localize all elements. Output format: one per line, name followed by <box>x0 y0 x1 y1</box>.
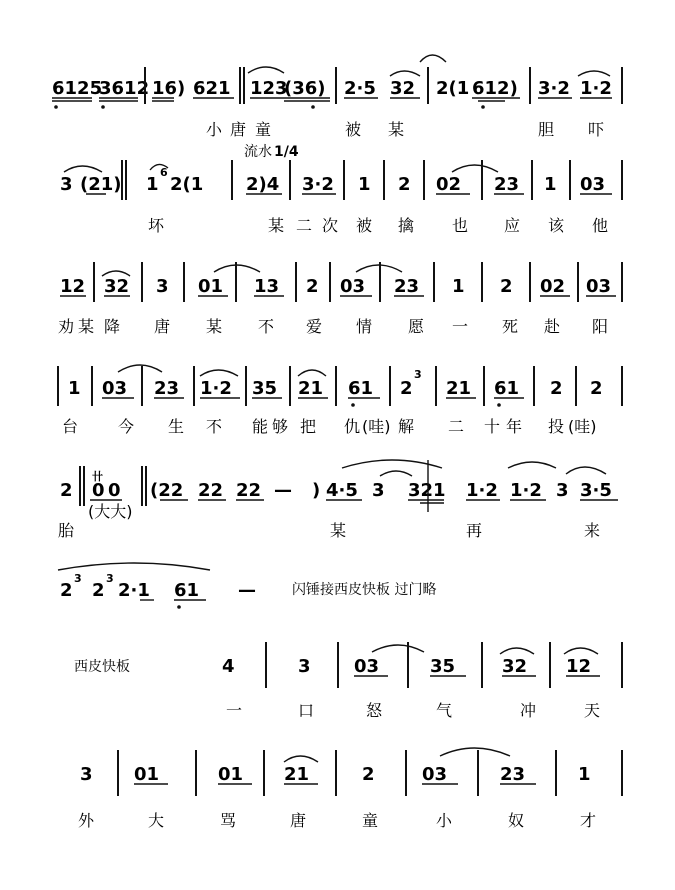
note-group: 1 <box>578 764 591 785</box>
lyric: 二 <box>296 216 313 235</box>
note-group: 32 <box>104 276 130 297</box>
lyric: 被 <box>345 120 362 139</box>
percussion-mark: 卄 <box>92 470 103 483</box>
note-group: 02 <box>540 276 566 297</box>
lyric: 唐 <box>154 317 171 336</box>
lyric: 坏 <box>148 216 165 235</box>
staff-row-2 <box>60 160 622 200</box>
lyric: 把 <box>300 417 317 436</box>
note-group: 1·2 <box>510 480 542 501</box>
lyric: 天 <box>584 701 601 720</box>
lyric: 口 <box>298 701 315 720</box>
lyrics-row-3 <box>58 317 608 336</box>
staff-row-5 <box>60 460 618 521</box>
note-group: 3 <box>80 764 93 785</box>
note-group: 02 <box>436 174 462 195</box>
lyric: 一 <box>226 701 243 720</box>
note-group: 23 <box>394 276 420 297</box>
lyric: 死 <box>502 317 519 336</box>
note-group: 3 <box>372 480 385 501</box>
lyric: 他 <box>592 216 609 235</box>
staff-row-1 <box>52 55 622 109</box>
note-group: 2 <box>550 378 563 399</box>
lyric: 能 <box>252 417 269 436</box>
lyric: 该 <box>548 216 565 235</box>
note-group: 35 <box>430 656 456 677</box>
note-group: (36) <box>284 78 326 99</box>
note-group: 1 <box>146 174 159 195</box>
note-group: ) <box>312 480 321 501</box>
lyric: 十 <box>484 417 501 436</box>
lyric: 怒 <box>366 701 383 720</box>
note-group: 61 <box>494 378 520 399</box>
lyric: 一 <box>452 317 469 336</box>
note-group: 621 <box>193 78 231 99</box>
lyric: (哇) <box>568 417 597 436</box>
lyric: 阳 <box>592 317 609 336</box>
grace-note: 3 <box>414 368 422 381</box>
lyric: 生 <box>168 417 185 436</box>
staff-row-7 <box>74 642 622 688</box>
lyric: 大 <box>148 811 165 830</box>
note-group: 1 <box>452 276 465 297</box>
note-group: 03 <box>422 764 448 785</box>
note-group: 1 <box>68 378 81 399</box>
lyric: 够 <box>272 417 289 436</box>
note-group: 32 <box>390 78 416 99</box>
note-group: 123 <box>250 78 288 99</box>
note-group: 3 <box>556 480 569 501</box>
staff-row-6 <box>58 563 436 609</box>
note-group: 03 <box>580 174 606 195</box>
meter-mark: 1/4 <box>274 144 299 160</box>
lyrics-row-2 <box>148 216 608 235</box>
lyric: 才 <box>580 811 597 830</box>
note-group: 01 <box>218 764 244 785</box>
note-group: 1 <box>358 174 371 195</box>
lyric: 劝 <box>58 317 75 336</box>
note-group: 2 <box>60 580 73 601</box>
lyric: 冲 <box>520 701 537 720</box>
note-group: 6125 <box>52 78 103 99</box>
note-group: 3·2 <box>302 174 334 195</box>
note-group: 3·2 <box>538 78 570 99</box>
lyric: 某 <box>78 317 95 336</box>
note-group: 03 <box>340 276 366 297</box>
lyric: 某 <box>388 120 405 139</box>
note-group: 01 <box>198 276 224 297</box>
lyrics-row-4 <box>62 417 597 436</box>
note-group: 4·5 <box>326 480 358 501</box>
grace-note: 3 <box>106 572 114 585</box>
lyric: 今 <box>118 417 135 436</box>
note-group: 3612 <box>99 78 150 99</box>
note-group: 0 <box>108 480 121 501</box>
tempo-mark: 流水 <box>244 144 272 160</box>
note-group: 21 <box>446 378 472 399</box>
transition-note: 闪锤接西皮快板 过门略 <box>292 582 437 598</box>
note-group: 1·2 <box>580 78 612 99</box>
lyric: 小 <box>206 120 223 139</box>
lyric: 被 <box>356 216 373 235</box>
note-group: 03 <box>586 276 612 297</box>
note-group: 35 <box>252 378 278 399</box>
note-group: 3·5 <box>580 480 612 501</box>
lyric: 二 <box>448 417 465 436</box>
lyrics-row-7 <box>226 701 600 720</box>
note-group: 22 <box>198 480 224 501</box>
note-group: 2 <box>590 378 603 399</box>
lyric: 某 <box>206 317 223 336</box>
note-group: 2 <box>398 174 411 195</box>
note-group: 2 <box>60 480 73 501</box>
lyric: 气 <box>436 701 453 720</box>
lyric: 投 <box>548 417 565 436</box>
note-group: 2·5 <box>344 78 376 99</box>
lyric: 年 <box>506 417 523 436</box>
note-group: 21 <box>298 378 324 399</box>
note-group: 2(1 <box>436 78 470 99</box>
lyrics-row-1 <box>206 120 604 139</box>
lyric: 童 <box>362 811 379 830</box>
lyric: 小 <box>436 811 453 830</box>
note-group: 2·1 <box>118 580 150 601</box>
note-group: 2(1 <box>170 174 204 195</box>
note-group: (22 <box>150 480 184 501</box>
note-group: 16) <box>152 78 186 99</box>
lyric: 再 <box>466 521 483 540</box>
lyric: 胆 <box>538 120 555 139</box>
staff-row-4 <box>58 365 622 407</box>
staff-row-3 <box>60 262 622 302</box>
note-group: 2 <box>306 276 319 297</box>
lyric: 愿 <box>408 317 425 336</box>
lyric: 爱 <box>306 317 323 336</box>
note-group: 2 <box>92 580 105 601</box>
lyric: 不 <box>258 317 275 336</box>
note-group: 2 <box>400 378 413 399</box>
lyric: 次 <box>322 216 339 235</box>
note-group: 12 <box>60 276 86 297</box>
lyric: 童 <box>255 120 272 139</box>
grace-note: 6 <box>160 166 168 179</box>
lyric: 胎 <box>58 521 75 540</box>
note-group: 321 <box>408 480 446 501</box>
note-group: 03 <box>354 656 380 677</box>
note-group: 12 <box>566 656 592 677</box>
note-group: 61 <box>348 378 374 399</box>
lyric: 情 <box>356 317 373 336</box>
note-group: 3 <box>298 656 311 677</box>
lyric: 来 <box>584 521 601 540</box>
meter-mark: 4 <box>222 656 235 677</box>
note-group: 2 <box>500 276 513 297</box>
note-group: — <box>274 480 292 501</box>
tempo-mark-xipi: 西皮快板 <box>74 659 130 675</box>
lyric: 外 <box>78 811 95 830</box>
lyric: 吓 <box>588 120 605 139</box>
note-group: 21 <box>284 764 310 785</box>
lyric: 唐 <box>290 811 307 830</box>
note-group: 1·2 <box>466 480 498 501</box>
note-group: 01 <box>134 764 160 785</box>
lyric: 解 <box>398 417 415 436</box>
note-group: 23 <box>154 378 180 399</box>
note-group: 3 <box>60 174 73 195</box>
note-group: 3 <box>156 276 169 297</box>
lyrics-row-8 <box>78 811 596 830</box>
lyric: 擒 <box>398 216 415 235</box>
lyric: 骂 <box>220 811 237 830</box>
lyric: 奴 <box>508 811 525 830</box>
note-group: 13 <box>254 276 280 297</box>
note-group: 22 <box>236 480 262 501</box>
note-group: 2 <box>362 764 375 785</box>
percussion-syllables: (大大) <box>88 502 133 521</box>
staff-row-8 <box>80 748 622 796</box>
note-group: 0 <box>92 480 105 501</box>
lyric: 唐 <box>230 120 247 139</box>
note-group: 612) <box>472 78 518 99</box>
note-group: (21) <box>80 174 122 195</box>
note-group: 23 <box>500 764 526 785</box>
lyric: 某 <box>330 521 347 540</box>
lyric: 某 <box>268 216 285 235</box>
note-group: 1 <box>544 174 557 195</box>
note-group: 1·2 <box>200 378 232 399</box>
note-group: 32 <box>502 656 528 677</box>
note-group: 03 <box>102 378 128 399</box>
note-group: 23 <box>494 174 520 195</box>
grace-note: 3 <box>74 572 82 585</box>
lyric: 也 <box>452 216 469 235</box>
lyric: 降 <box>104 317 121 336</box>
note-group: 61 <box>174 580 200 601</box>
lyric: (哇) <box>362 417 391 436</box>
lyric: 仇 <box>344 417 361 436</box>
note-group: 2)4 <box>246 174 280 195</box>
lyric: 应 <box>504 216 521 235</box>
lyrics-row-5 <box>58 521 600 540</box>
note-group: — <box>238 580 256 601</box>
lyric: 台 <box>62 417 79 436</box>
lyric: 赴 <box>544 317 561 336</box>
lyric: 不 <box>206 417 223 436</box>
